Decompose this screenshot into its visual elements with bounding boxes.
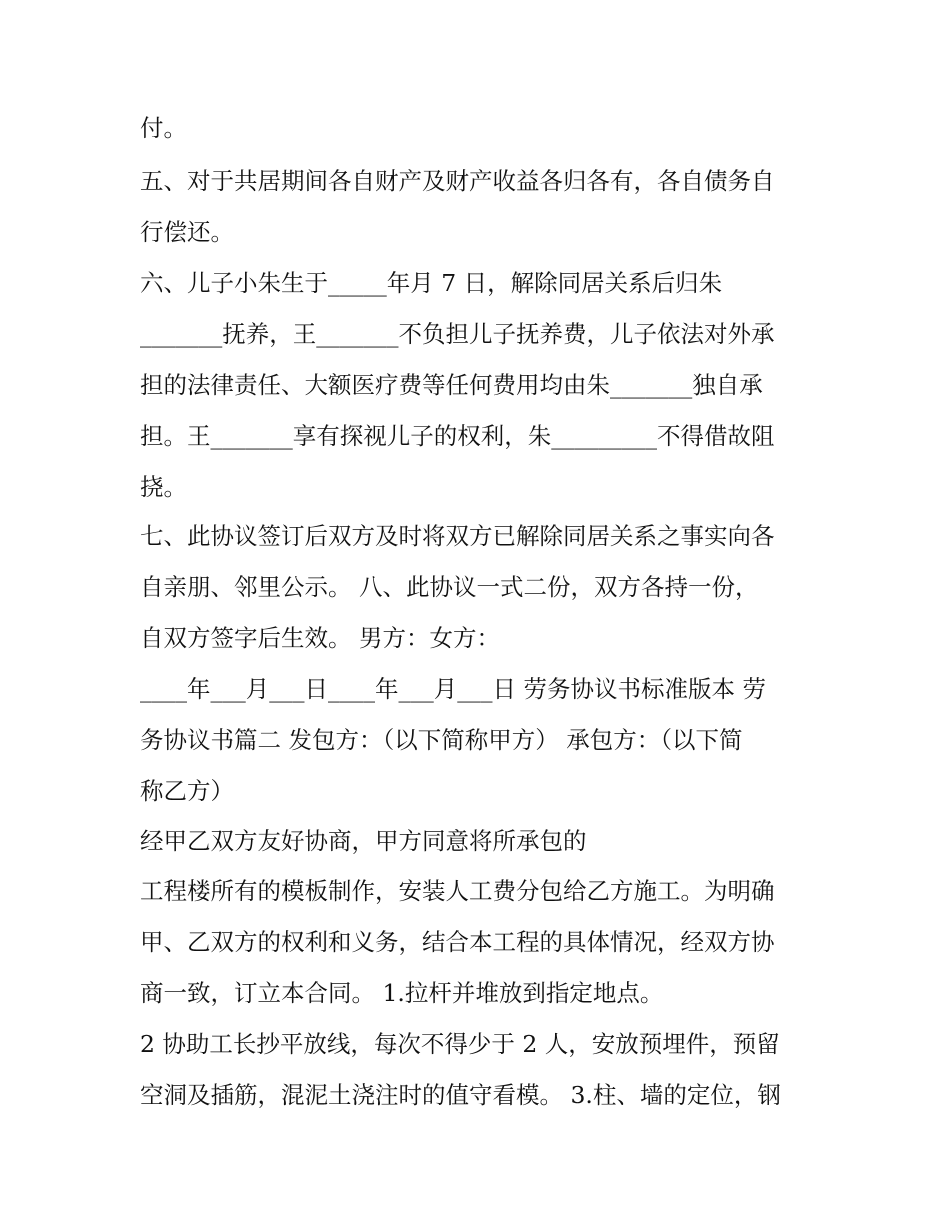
text-line: 七、此协议签订后双方及时将双方已解除同居关系之事实向各: [140, 522, 775, 550]
text-line: 2 协助工长抄平放线，每次不得少于 2 人，安放预埋件，预留: [140, 1030, 780, 1058]
text-line: 自亲朋、邻里公示。 八、此协议一式二份，双方各持一份，: [140, 573, 759, 601]
text-line: 担。王_______享有探视儿子的权利，朱_________不得借故阻: [140, 422, 775, 450]
text-line: 五、对于共居期间各自财产及财产收益各归各有，各自债务自: [140, 167, 775, 195]
text-line: ____年___月___日____年___月___日 劳务协议书标准版本 劳: [140, 675, 766, 703]
text-line: 务协议书篇二 发包方：（以下简称甲方） 承包方：（以下简: [140, 726, 743, 754]
text-line: 担的法律责任、大额医疗费等任何费用均由朱_______独自承: [140, 371, 763, 399]
text-line: 商一致，订立本合同。 1.拉杆并堆放到指定地点。: [140, 979, 664, 1007]
text-line: 挠。: [140, 473, 187, 501]
text-line: 经甲乙双方友好协商，甲方同意将所承包的: [140, 827, 587, 855]
text-line: 工程楼所有的模板制作，安装人工费分包给乙方施工。为明确: [140, 877, 775, 905]
text-line: 自双方签字后生效。 男方：女方：: [140, 624, 500, 652]
text-line: 六、儿子小朱生于_____年月 7 日，解除同居关系后归朱: [140, 269, 723, 297]
text-line: _______抚养，王_______不负担儿子抚养费，儿子依法对外承: [140, 320, 775, 348]
text-line: 空洞及插筋，混泥土浇注时的值守看模。 3.柱、墙的定位，钢: [140, 1081, 781, 1109]
text-line: 行偿还。: [140, 218, 234, 246]
text-line: 甲、乙双方的权利和义务，结合本工程的具体情况，经双方协: [140, 928, 775, 956]
text-line: 称乙方）: [140, 777, 234, 805]
text-line: 付。: [140, 114, 187, 142]
